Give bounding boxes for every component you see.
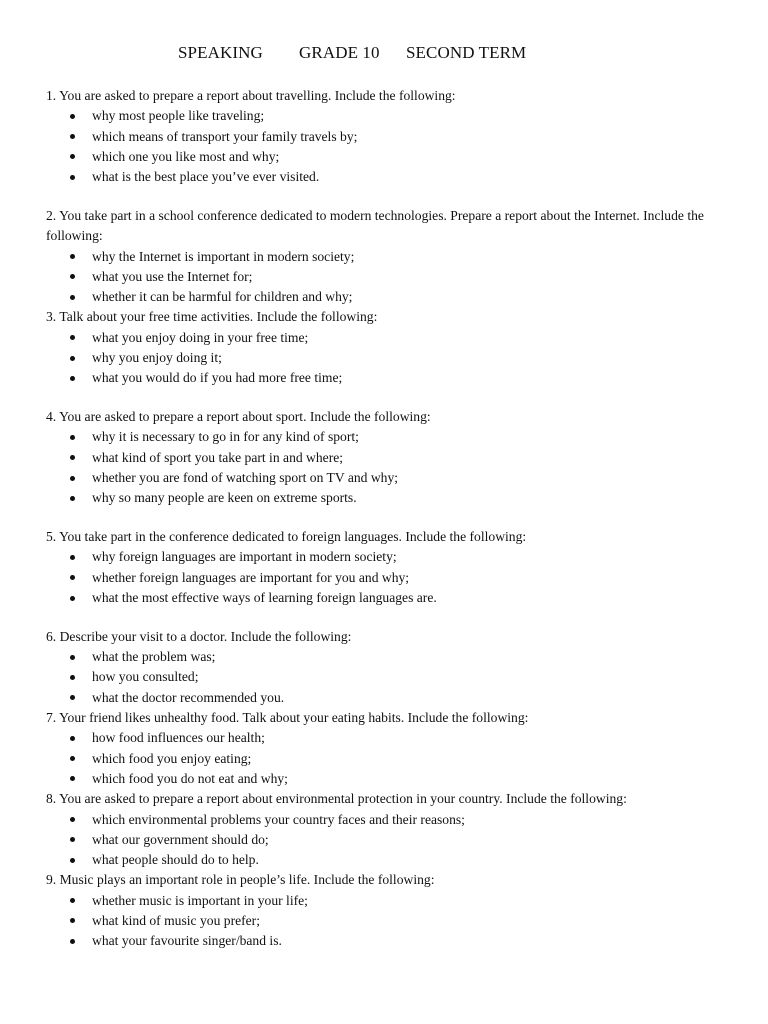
bullet-icon — [70, 575, 75, 580]
bullet-text: what you use the Internet for; — [92, 268, 253, 284]
bullet-icon — [70, 655, 75, 660]
bullet-text: what you would do if you had more free time; — [92, 370, 343, 386]
question-text: 3. Talk about your free time activities. Include the following: — [46, 309, 378, 325]
bullet-text: what our government should do; — [92, 831, 269, 847]
bullet-text: whether it can be harmful for children and why; — [92, 289, 353, 305]
bullet-text: whether foreign languages are important for you and why; — [92, 569, 410, 585]
title-grade: GRADE 10 — [299, 43, 380, 62]
bullet-item — [46, 368, 726, 388]
bullet-text: whether music is important in your life; — [92, 892, 308, 908]
bullet-item — [46, 468, 726, 488]
bullet-item — [46, 667, 726, 687]
bullet-list — [46, 647, 726, 708]
questions-list — [46, 86, 726, 952]
bullet-item — [46, 568, 726, 588]
question-text: 7. Your friend likes unhealthy food. Talk about your eating habits. Include the following: — [46, 710, 529, 726]
bullet-text: how food influences our health; — [92, 730, 265, 746]
question-block — [46, 307, 726, 388]
bullet-item — [46, 749, 726, 769]
bullet-icon — [70, 939, 75, 944]
bullet-text: why you enjoy doing it; — [92, 350, 222, 366]
bullet-list — [46, 427, 726, 508]
bullet-item — [46, 167, 726, 187]
bullet-item — [46, 850, 726, 870]
bullet-text: what the doctor recommended you. — [92, 689, 285, 705]
bullet-text: why foreign languages are important in modern society; — [92, 549, 397, 565]
bullet-text: which one you like most and why; — [92, 148, 280, 164]
bullet-icon — [70, 295, 75, 300]
bullet-icon — [70, 555, 75, 560]
bullet-icon — [70, 114, 75, 119]
bullet-item — [46, 647, 726, 667]
bullet-text: which means of transport your family travels by; — [92, 128, 358, 144]
question-text: 4. You are asked to prepare a report about sport. Include the following: — [46, 409, 431, 425]
bullet-item — [46, 427, 726, 447]
question-block — [46, 627, 726, 708]
question-block — [46, 708, 726, 789]
bullet-text: what is the best place you’ve ever visited. — [92, 169, 320, 185]
bullet-icon — [70, 858, 75, 863]
bullet-text: why it is necessary to go in for any kind of sport; — [92, 429, 359, 445]
bullet-icon — [70, 476, 75, 481]
bullet-text: what the most effective ways of learning foreign languages are. — [92, 590, 437, 606]
question-block — [46, 527, 726, 608]
bullet-item — [46, 810, 726, 830]
bullet-text: which environmental problems your country faces and their reasons; — [92, 811, 465, 827]
question-block — [46, 407, 726, 508]
bullet-icon — [70, 918, 75, 923]
bullet-text: why so many people are keen on extreme sports. — [92, 490, 357, 506]
bullet-text: which food you do not eat and why; — [92, 770, 288, 786]
title-term: SECOND TERM — [406, 43, 527, 62]
question-block — [46, 206, 726, 307]
bullet-icon — [70, 356, 75, 361]
bullet-text: why the Internet is important in modern society; — [92, 248, 355, 264]
bullet-icon — [70, 736, 75, 741]
bullet-icon — [70, 675, 75, 680]
question-text: 5. You take part in the conference dedicated to foreign languages. Include the following: — [46, 529, 527, 545]
bullet-icon — [70, 596, 75, 601]
bullet-icon — [70, 154, 75, 159]
bullet-text: what your favourite singer/band is. — [92, 933, 282, 949]
bullet-item — [46, 728, 726, 748]
bullet-icon — [70, 134, 75, 139]
bullet-text: what you enjoy doing in your free time; — [92, 329, 309, 345]
bullet-item — [46, 911, 726, 931]
title-subject: SPEAKING — [178, 43, 263, 62]
bullet-icon — [70, 695, 75, 700]
bullet-icon — [70, 817, 75, 822]
bullet-icon — [70, 274, 75, 279]
bullet-item — [46, 588, 726, 608]
bullet-icon — [70, 837, 75, 842]
bullet-icon — [70, 776, 75, 781]
bullet-list — [46, 328, 726, 389]
bullet-icon — [70, 335, 75, 340]
bullet-icon — [70, 898, 75, 903]
bullet-list — [46, 728, 726, 789]
bullet-item — [46, 147, 726, 167]
bullet-list — [46, 810, 726, 871]
bullet-icon — [70, 254, 75, 259]
bullet-item — [46, 891, 726, 911]
bullet-item — [46, 931, 726, 951]
bullet-item — [46, 830, 726, 850]
question-text: 9. Music plays an important role in people’s life. Include the following: — [46, 872, 435, 888]
question-text: 1. You are asked to prepare a report about travelling. Include the following: — [46, 88, 456, 103]
bullet-text: what kind of sport you take part in and where; — [92, 449, 344, 465]
bullet-text: which food you enjoy eating; — [92, 750, 252, 766]
bullet-text: whether you are fond of watching sport on TV and why; — [92, 470, 399, 486]
question-text: 8. You are asked to prepare a report about environmental protection in your country. Include the following: — [46, 791, 627, 807]
bullet-item — [46, 769, 726, 789]
question-block — [46, 86, 726, 187]
bullet-icon — [70, 376, 75, 381]
bullet-text: why most people like traveling; — [92, 108, 265, 124]
bullet-icon — [70, 435, 75, 440]
bullet-list — [46, 891, 726, 952]
question-block — [46, 870, 726, 951]
page-title — [178, 43, 526, 63]
bullet-item — [46, 287, 726, 307]
bullet-item — [46, 547, 726, 567]
bullet-text: what kind of music you prefer; — [92, 912, 260, 928]
bullet-item — [46, 247, 726, 267]
bullet-item — [46, 448, 726, 468]
bullet-item — [46, 106, 726, 126]
bullet-list — [46, 547, 726, 608]
bullet-item — [46, 267, 726, 287]
bullet-list — [46, 106, 726, 187]
bullet-icon — [70, 175, 75, 180]
question-block — [46, 789, 726, 870]
bullet-item — [46, 688, 726, 708]
bullet-text: what the problem was; — [92, 649, 216, 665]
bullet-item — [46, 127, 726, 147]
question-text: 6. Describe your visit to a doctor. Include the following: — [46, 628, 352, 644]
bullet-item — [46, 328, 726, 348]
bullet-icon — [70, 756, 75, 761]
bullet-item — [46, 348, 726, 368]
bullet-list — [46, 247, 726, 308]
bullet-item — [46, 488, 726, 508]
bullet-icon — [70, 496, 75, 501]
bullet-text: what people should do to help. — [92, 852, 259, 868]
question-text: 2. You take part in a school conference dedicated to modern technologies. Prepare a report about the Internet. Include the following: — [46, 207, 704, 244]
bullet-icon — [70, 455, 75, 460]
bullet-text: how you consulted; — [92, 669, 199, 685]
